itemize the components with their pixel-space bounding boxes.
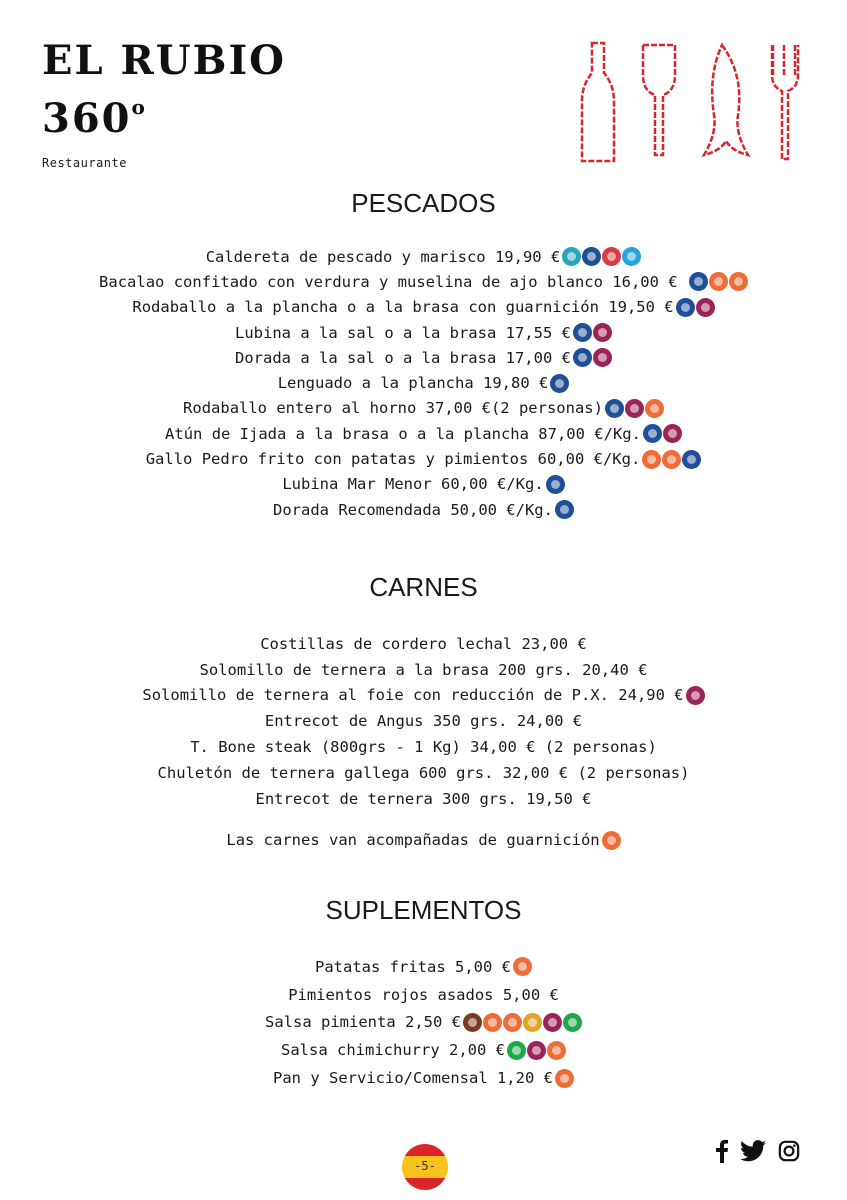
allergen-badges bbox=[642, 450, 701, 469]
menu-item bbox=[0, 421, 847, 446]
allergen-orange-icon bbox=[602, 831, 621, 850]
menu-item-text: Salsa pimienta 2,50 € bbox=[265, 1013, 461, 1032]
allergen-badges bbox=[605, 399, 664, 418]
allergen-maroon-icon bbox=[663, 424, 682, 443]
menu-item bbox=[0, 396, 847, 421]
allergen-orange-icon bbox=[503, 1013, 522, 1032]
allergen-orange-icon bbox=[555, 1069, 574, 1088]
instagram-icon[interactable] bbox=[778, 1140, 800, 1162]
allergen-green-icon bbox=[507, 1041, 526, 1060]
allergen-badges bbox=[602, 831, 621, 850]
menu-item-text: Solomillo de ternera al foie con reducción de P.X. 24,90 € bbox=[142, 686, 684, 705]
menu-item bbox=[0, 446, 847, 471]
section-title-suplementos: SUPLEMENTOS bbox=[325, 895, 522, 925]
allergen-orange-icon bbox=[729, 272, 748, 291]
allergen-green-icon bbox=[563, 1013, 582, 1032]
menu-item bbox=[0, 760, 847, 786]
allergen-blue-icon bbox=[555, 500, 574, 519]
allergen-orange-icon bbox=[642, 450, 661, 469]
menu-item-text: Entrecot de ternera 300 grs. 19,50 € bbox=[255, 789, 592, 808]
menu-item bbox=[0, 497, 847, 522]
allergen-badges bbox=[573, 348, 612, 367]
suplementos-list bbox=[0, 953, 847, 1092]
twitter-icon[interactable] bbox=[740, 1140, 766, 1162]
menu-item bbox=[0, 345, 847, 370]
allergen-red-icon bbox=[602, 247, 621, 266]
allergen-teal-icon bbox=[562, 247, 581, 266]
menu-item-text: T. Bone steak (800grs - 1 Kg) 34,00 € (2 personas) bbox=[190, 738, 657, 757]
allergen-orange-icon bbox=[662, 450, 681, 469]
allergen-maroon-icon bbox=[527, 1041, 546, 1060]
menu-item-text: Pimientos rojos asados 5,00 € bbox=[288, 985, 559, 1004]
menu-item-text: Atún de Ijada a la brasa o a la plancha 87,00 €/Kg. bbox=[165, 424, 641, 443]
brand-subtitle: Restaurante bbox=[42, 156, 127, 170]
menu-item-text: Lenguado a la plancha 19,80 € bbox=[277, 374, 549, 393]
pescados-list bbox=[0, 244, 847, 522]
allergen-maroon-icon bbox=[543, 1013, 562, 1032]
carnes-list bbox=[0, 631, 847, 812]
allergen-blue-icon bbox=[689, 272, 708, 291]
social-links bbox=[716, 1139, 800, 1163]
menu-item-text: Gallo Pedro frito con patatas y pimientos 60,00 €/Kg. bbox=[145, 450, 641, 469]
menu-item-text: Patatas fritas 5,00 € bbox=[315, 957, 511, 976]
menu-item-text: Salsa chimichurry 2,00 € bbox=[281, 1041, 505, 1060]
allergen-brown-icon bbox=[463, 1013, 482, 1032]
allergen-badges bbox=[573, 323, 612, 342]
allergen-badges bbox=[689, 272, 748, 291]
allergen-badges bbox=[463, 1013, 582, 1032]
section-title-carnes: CARNES bbox=[369, 572, 478, 602]
brand-logo bbox=[42, 38, 286, 170]
menu-item bbox=[0, 370, 847, 395]
allergen-blue-icon bbox=[546, 475, 565, 494]
menu-item bbox=[0, 657, 847, 683]
brand-name-line1: EL RUBIO bbox=[42, 37, 287, 84]
menu-item-text: Solomillo de ternera a la brasa 200 grs. 20,40 € bbox=[199, 660, 648, 679]
allergen-maroon-icon bbox=[625, 399, 644, 418]
menu-item-text: Entrecot de Angus 350 grs. 24,00 € bbox=[264, 712, 583, 731]
menu-item bbox=[0, 1009, 847, 1037]
allergen-maroon-icon bbox=[593, 348, 612, 367]
page-number-badge bbox=[402, 1144, 448, 1190]
menu-item bbox=[0, 708, 847, 734]
page-number: -5- bbox=[414, 1159, 436, 1173]
allergen-badges bbox=[507, 1041, 566, 1060]
allergen-badges bbox=[562, 247, 641, 266]
menu-item-text: Pan y Servicio/Comensal 1,20 € bbox=[273, 1069, 553, 1088]
allergen-orange-icon bbox=[709, 272, 728, 291]
menu-item-text: Caldereta de pescado y marisco 19,90 € bbox=[205, 247, 561, 266]
menu-item bbox=[0, 734, 847, 760]
allergen-orange-icon bbox=[645, 399, 664, 418]
menu-item bbox=[0, 244, 847, 269]
menu-item-text: Lubina Mar Menor 60,00 €/Kg. bbox=[282, 475, 544, 494]
menu-item bbox=[0, 295, 847, 320]
allergen-badges bbox=[513, 957, 532, 976]
section-title-pescados: PESCADOS bbox=[351, 188, 496, 218]
menu-item bbox=[0, 269, 847, 294]
menu-item-text: Las carnes van acompañadas de guarnición bbox=[226, 831, 600, 849]
allergen-cyan-icon bbox=[622, 247, 641, 266]
allergen-blue-icon bbox=[573, 348, 592, 367]
menu-item bbox=[0, 1064, 847, 1092]
allergen-blue-icon bbox=[573, 323, 592, 342]
allergen-blue-icon bbox=[550, 374, 569, 393]
allergen-blue-icon bbox=[682, 450, 701, 469]
allergen-orange-icon bbox=[513, 957, 532, 976]
allergen-blue-icon bbox=[605, 399, 624, 418]
menu-item bbox=[0, 320, 847, 345]
allergen-maroon-icon bbox=[593, 323, 612, 342]
menu-item bbox=[0, 683, 847, 709]
menu-item bbox=[0, 981, 847, 1009]
allergen-badges bbox=[676, 298, 715, 317]
allergen-maroon-icon bbox=[696, 298, 715, 317]
allergen-badges bbox=[686, 686, 705, 705]
allergen-badges bbox=[555, 500, 574, 519]
menu-item bbox=[0, 1036, 847, 1064]
allergen-badges bbox=[555, 1069, 574, 1088]
menu-item-text: Chuletón de ternera gallega 600 grs. 32,00 € (2 personas) bbox=[157, 763, 690, 782]
brand-name-line2: 360$^o$ bbox=[42, 95, 147, 142]
allergen-badges bbox=[550, 374, 569, 393]
menu-item-text: Dorada a la sal o a la brasa 17,00 € bbox=[235, 348, 571, 367]
allergen-blue-icon bbox=[582, 247, 601, 266]
allergen-badges bbox=[643, 424, 682, 443]
menu-item bbox=[0, 472, 847, 497]
tableware-pictogram bbox=[580, 40, 810, 165]
menu-item-text: Rodaballo entero al horno 37,00 €(2 personas) bbox=[183, 399, 603, 418]
facebook-icon[interactable] bbox=[716, 1139, 728, 1163]
allergen-maroon-icon bbox=[686, 686, 705, 705]
allergen-badges bbox=[546, 475, 565, 494]
menu-item-text: Costillas de cordero lechal 23,00 € bbox=[260, 634, 587, 653]
allergen-orange-icon bbox=[547, 1041, 566, 1060]
menu-item-text: Rodaballo a la plancha o a la brasa con guarnición 19,50 € bbox=[132, 298, 674, 317]
menu-item bbox=[0, 828, 847, 852]
menu-item-text: Lubina a la sal o a la brasa 17,55 € bbox=[235, 323, 571, 342]
menu-item bbox=[0, 786, 847, 812]
allergen-gold-icon bbox=[523, 1013, 542, 1032]
allergen-orange-icon bbox=[483, 1013, 502, 1032]
allergen-blue-icon bbox=[676, 298, 695, 317]
carnes-note bbox=[0, 828, 847, 852]
allergen-blue-icon bbox=[643, 424, 662, 443]
menu-item-text: Bacalao confitado con verdura y muselina de ajo blanco 16,00 € bbox=[99, 272, 687, 291]
menu-item-text: Dorada Recomendada 50,00 €/Kg. bbox=[273, 500, 553, 519]
menu-item bbox=[0, 631, 847, 657]
menu-item bbox=[0, 953, 847, 981]
